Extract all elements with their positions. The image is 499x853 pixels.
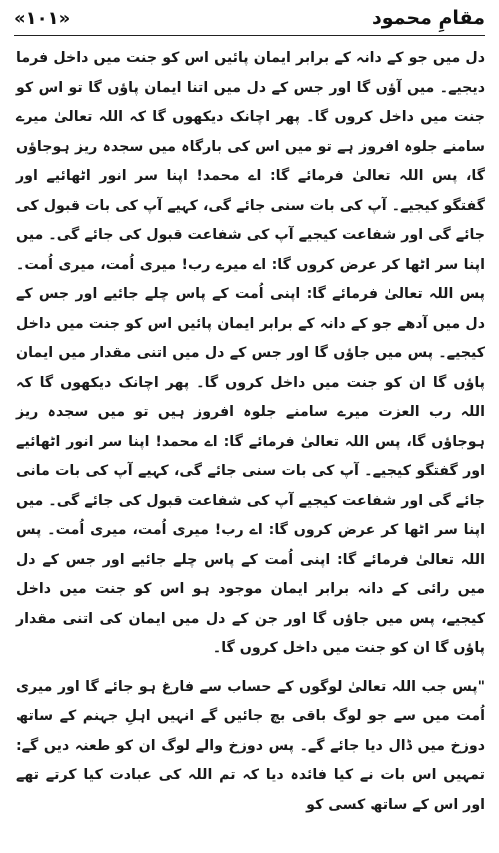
running-title: مقامِ محمود xyxy=(372,7,485,29)
page-number: «۱۰۱» xyxy=(14,7,71,29)
header-divider xyxy=(14,35,485,36)
paragraph: دل میں جو کے دانہ کے برابر ایمان پائیں اس کو جنت میں داخل فرما دیجیے۔ میں آؤں گا اور جس کے دل میں اتنا ایمان پاؤں گا تو اس کو جنت میں داخل کروں گا۔ پھر اچانک دیکھوں گا کہ اللہ تعالیٰ میرے سامنے جلوہ افروز ہے تو میں اس کی بارگاہ میں سجدہ ریز ہوجاؤں گا، پس اللہ تعالیٰ فرمائے گا: اے محمد! اپنا سر انور اٹھائیے اور گفتگو کیجیے۔ آپ کی بات سنی جائے گی، کہیے آپ کی بات قبول کی جائے گی اور شفاعت کیجیے آپ کی شفاعت قبول کی جائے گی۔ میں اپنا سر اٹھا کر عرض کروں گا: اے میرے رب! میری اُمت، میری اُمت۔ پس اللہ تعالیٰ فرمائے گا: اپنی اُمت کے پاس چلے جائیے اور جس کے دل میں آدھے جو کے دانہ کے برابر ایمان پائیں اس کو جنت میں داخل کیجیے۔ پس میں جاؤں گا اور جس کے دل میں اتنی مقدار میں ایمان پاؤں گا ان کو جنت میں داخل کروں گا۔ پھر اچانک دیکھوں گا کہ اللہ رب العزت میرے سامنے جلوہ افروز ہیں تو میں سجدہ ریز ہوجاؤں گا، پس اللہ تعالیٰ فرمائے گا: اے محمد! اپنا سر انور اٹھائیے اور گفتگو کیجیے۔ آپ کی بات سنی جائے گی، کہیے آپ کی بات مانی جائے گی اور شفاعت کیجیے آپ کی شفاعت قبول کی جائے گی۔ میں اپنا سر اٹھا کر عرض کروں گا: اے رب! میری اُمت، میری اُمت۔ پس اللہ تعالیٰ فرمائے گا: اپنی اُمت کے پاس چلے جائیے اور جس کے دل میں رائی کے دانہ برابر ایمان موجود ہو اس کو جنت میں داخل کیجیے، پس میں جاؤں گا اور جن کے دل میں ایمان کی اتنی مقدار پاؤں گا ان کو جنت میں داخل کروں گا۔ xyxy=(16,50,485,656)
page-header xyxy=(14,2,485,34)
body-text xyxy=(16,44,485,820)
paragraph: "پس جب اللہ تعالیٰ لوگوں کے حساب سے فارغ ہو جائے گا اور میری اُمت میں سے جو لوگ باقی بچ جائیں گے انہیں اہلِ جہنم کے ساتھ دوزخ میں ڈال دیا جائے گے۔ پس دوزخ والے لوگ ان کو طعنہ دیں گے: تمہیں اس بات نے کیا فائدہ دیا کہ تم اللہ کی عبادت کیا کرتے تھے اور اس کے ساتھ کسی کو xyxy=(16,678,485,813)
